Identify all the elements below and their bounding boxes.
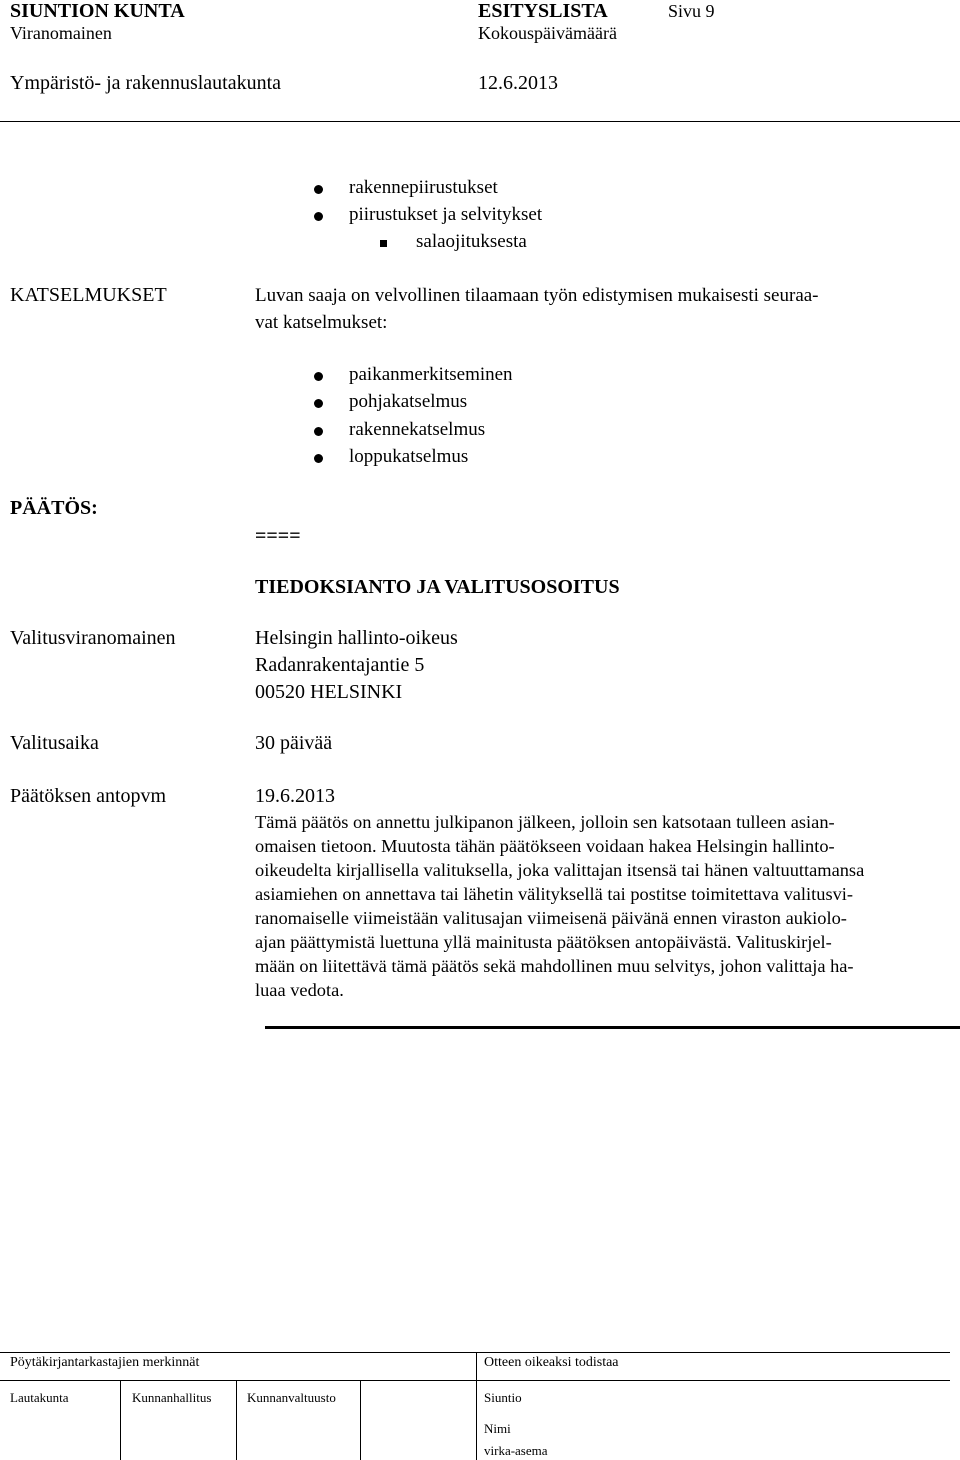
list-item: rakennekatselmus [349,419,486,440]
bullet-icon [314,454,323,463]
appeal-authority-line: Radanrakentajantie 5 [255,654,425,676]
footer-top-rule [0,1352,950,1353]
bullet-icon [314,399,323,408]
paragraph-line: mään on liitettävä tämä päätös sekä mahdollinen muu selvitys, johon valittaja ha- [255,956,854,976]
paragraph-line: asiamiehen on annettava tai lähetin välityksellä tai postitse toimitettava valitusvi- [255,884,854,904]
paragraph-line: ranomaiselle viimeistään valitusajan viimeisenä päivänä ennen viraston aukiolo- [255,908,847,928]
body-kunnanvaltuusto: Kunnanvaltuusto [247,1390,336,1405]
katselmukset-text: Luvan saaja on velvollinen tilaamaan työn edistymisen mukaisesti seuraa- [255,285,819,306]
list-item: loppukatselmus [349,446,469,467]
bullet-icon [314,427,323,436]
appeal-period-label: Valitusaika [10,732,99,754]
body-kunnanhallitus: Kunnanhallitus [132,1390,212,1405]
paragraph-line: Tämä päätös on annettu julkipanon jälkeen, jolloin sen katsotaan tulleen asian- [255,812,835,832]
meeting-date: 12.6.2013 [478,72,558,94]
municipality-name: SIUNTION KUNTA [10,0,185,22]
footer-cell-divider [236,1380,237,1460]
list-item: rakennepiirustukset [349,177,498,198]
appeal-authority-line: 00520 HELSINKI [255,681,403,703]
paragraph-line: ajan päättymistä luettuna yllä mainitusta päätöksen antopäivästä. Valituskirjel- [255,932,832,952]
meeting-date-label: Kokouspäivämäärä [478,23,617,43]
page-number: Sivu 9 [668,1,715,21]
header-divider [0,121,960,122]
appeal-period: 30 päivää [255,732,333,754]
authority-name: Ympäristö- ja rakennuslautakunta [10,72,282,94]
appeal-authority-line: Helsingin hallinto-oikeus [255,627,458,649]
bullet-icon [314,372,323,381]
appeal-instructions [255,810,935,1002]
authority-label: Viranomainen [10,23,112,43]
body-lautakunta: Lautakunta [10,1390,69,1405]
paragraph-line: omaisen tietoon. Muutosta tähän päätökseen voidaan hakea Helsingin hallinto- [255,836,835,856]
footer-cell-divider [120,1380,121,1460]
signature-place: Siuntio [484,1390,522,1405]
signature-title-label: virka-asema [484,1443,548,1458]
paatos-value: ==== [255,525,301,547]
square-bullet-icon [380,240,387,247]
bullet-icon [314,212,323,221]
document-type: ESITYSLISTA [478,0,608,22]
sub-list-item: salaojituksesta [416,231,527,252]
paragraph-line: luaa vedota. [255,980,344,1000]
signature-name-label: Nimi [484,1421,511,1436]
decision-date-label: Päätöksen antopvm [10,785,167,807]
decision-date: 19.6.2013 [255,785,335,807]
footer-cell-divider [360,1380,361,1460]
section-end-rule [265,1026,960,1029]
section-label-katselmukset: KATSELMUKSET [10,284,167,306]
reviewers-label: Pöytäkirjantarkastajien merkinnät [10,1355,200,1370]
list-item: pohjakatselmus [349,391,468,412]
appeal-title: TIEDOKSIANTO JA VALITUSOSOITUS [255,576,620,598]
appeal-authority-label: Valitusviranomainen [10,627,176,649]
bullet-icon [314,185,323,194]
list-item: piirustukset ja selvitykset [349,204,543,225]
list-item: paikanmerkitseminen [349,364,513,385]
katselmukset-text: vat katselmukset: [255,312,388,333]
footer-row-rule [0,1380,950,1381]
paragraph-line: oikeudelta kirjallisella valituksella, joka valittajan itsensä tai hänen valtuuttamansa [255,860,865,880]
footer-column-divider [476,1352,477,1460]
copy-certified-label: Otteen oikeaksi todistaa [484,1355,619,1370]
section-label-paatos: PÄÄTÖS: [10,497,98,519]
